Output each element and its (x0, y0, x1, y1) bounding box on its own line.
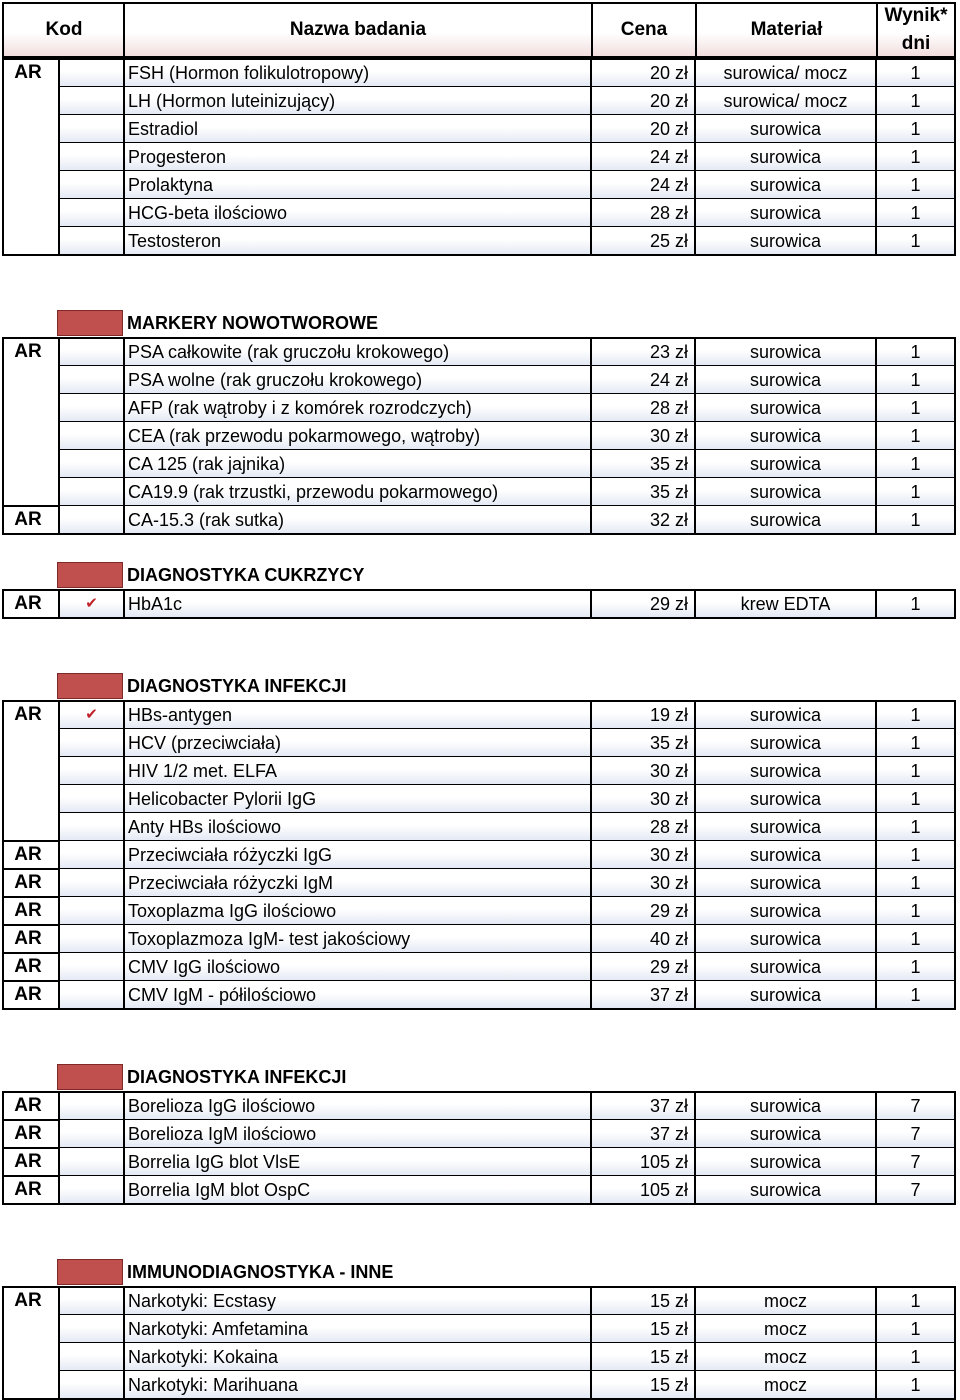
test-name: CEA (rak przewodu pokarmowego, wątroby) (125, 421, 592, 449)
result-days: 1 (877, 365, 956, 393)
check-mark-icon (58, 728, 125, 756)
code-label: AR (14, 341, 42, 362)
section-marker (57, 310, 123, 336)
table-row (58, 421, 956, 449)
result-days: 1 (877, 505, 956, 533)
check-mark-icon (58, 868, 125, 896)
test-material: surowica (696, 1091, 877, 1119)
check-mark-icon (58, 756, 125, 784)
check-mark-icon (58, 980, 125, 1008)
test-name: Przeciwciała różyczki IgG (125, 840, 592, 868)
table-row (58, 1370, 956, 1398)
test-material: surowica (696, 393, 877, 421)
table-row (58, 1286, 956, 1314)
check-mark-icon (58, 1119, 125, 1147)
table-row (58, 924, 956, 952)
result-days: 7 (877, 1147, 956, 1175)
test-material: surowica (696, 226, 877, 254)
test-name: HIV 1/2 met. ELFA (125, 756, 592, 784)
table-row (58, 840, 956, 868)
result-days: 7 (877, 1091, 956, 1119)
test-name: CA19.9 (rak trzustki, przewodu pokarmowego) (125, 477, 592, 505)
section-marker (57, 1064, 123, 1090)
test-price: 30 zł (592, 868, 696, 896)
test-price: 24 zł (592, 170, 696, 198)
section-top-border (2, 700, 956, 702)
test-material: surowica (696, 1119, 877, 1147)
test-name: Toxoplazma IgG ilościowo (125, 896, 592, 924)
test-name: Borrelia IgM blot OspC (125, 1175, 592, 1203)
section-top-border (2, 589, 956, 591)
table-row (58, 393, 956, 421)
check-mark-icon (58, 393, 125, 421)
test-name: Estradiol (125, 114, 592, 142)
test-name: Testosteron (125, 226, 592, 254)
test-name: CMV IgM - półilościowo (125, 980, 592, 1008)
check-mark-icon (58, 337, 125, 365)
test-price: 15 zł (592, 1370, 696, 1398)
code-label: AR (14, 62, 42, 83)
code-separator (2, 505, 58, 507)
section-title: IMMUNODIAGNOSTYKA - INNE (127, 1262, 394, 1282)
test-material: surowica (696, 812, 877, 840)
check-mark-icon (58, 505, 125, 533)
col-header-wynik (878, 4, 954, 56)
check-mark-icon (58, 952, 125, 980)
col-header-kod: Kod (4, 4, 124, 56)
code-separator (2, 1175, 58, 1177)
test-material: surowica (696, 1175, 877, 1203)
check-mark-icon (58, 1175, 125, 1203)
check-mark-icon (58, 924, 125, 952)
result-days: 1 (877, 477, 956, 505)
section-bottom-border (2, 1203, 956, 1205)
test-price: 15 zł (592, 1342, 696, 1370)
test-name: HBs-antygen (125, 700, 592, 728)
result-days: 7 (877, 1119, 956, 1147)
result-days: 1 (877, 337, 956, 365)
test-name: CA 125 (rak jajnika) (125, 449, 592, 477)
test-name: Narkotyki: Marihuana (125, 1370, 592, 1398)
result-days: 1 (877, 170, 956, 198)
test-name: Helicobacter Pylorii IgG (125, 784, 592, 812)
table-row (58, 226, 956, 254)
table-row (58, 449, 956, 477)
section-title: DIAGNOSTYKA INFEKCJI (127, 1067, 347, 1087)
test-name: AFP (rak wątroby i z komórek rozrodczych) (125, 393, 592, 421)
test-price: 35 zł (592, 477, 696, 505)
test-price: 105 zł (592, 1147, 696, 1175)
test-price: 20 zł (592, 58, 696, 86)
test-material: surowica (696, 952, 877, 980)
result-days: 1 (877, 868, 956, 896)
test-price: 19 zł (592, 700, 696, 728)
result-days: 1 (877, 812, 956, 840)
code-separator (2, 896, 58, 898)
check-mark-icon (58, 449, 125, 477)
check-mark-icon (58, 226, 125, 254)
result-days: 1 (877, 589, 956, 617)
test-price: 24 zł (592, 365, 696, 393)
check-mark-icon (58, 896, 125, 924)
code-separator (2, 840, 58, 842)
table-row (58, 477, 956, 505)
test-name: LH (Hormon luteinizujący) (125, 86, 592, 114)
test-material: surowica (696, 840, 877, 868)
table-row (58, 589, 956, 617)
col-header-wynik-line2: dni (901, 33, 931, 54)
code-separator (2, 868, 58, 870)
test-name: FSH (Hormon folikulotropowy) (125, 58, 592, 86)
test-price: 30 zł (592, 756, 696, 784)
test-material: surowica (696, 505, 877, 533)
table-row (58, 365, 956, 393)
test-name: PSA całkowite (rak gruczołu krokowego) (125, 337, 592, 365)
test-material: surowica (696, 756, 877, 784)
result-days: 1 (877, 784, 956, 812)
test-material: surowica (696, 421, 877, 449)
test-price: 25 zł (592, 226, 696, 254)
result-days: 1 (877, 198, 956, 226)
test-price: 28 zł (592, 198, 696, 226)
test-material: surowica (696, 170, 877, 198)
section-bottom-border (2, 617, 956, 619)
test-price: 37 zł (592, 1091, 696, 1119)
test-material: surowica (696, 477, 877, 505)
check-mark-icon: ✔ (58, 700, 125, 728)
test-material: mocz (696, 1314, 877, 1342)
result-days: 1 (877, 86, 956, 114)
check-mark-icon (58, 142, 125, 170)
test-material: surowica/ mocz (696, 86, 877, 114)
test-material: surowica (696, 896, 877, 924)
check-mark-icon (58, 58, 125, 86)
code-label: AR (14, 1095, 42, 1116)
check-mark-icon (58, 170, 125, 198)
table-row (58, 198, 956, 226)
result-days: 1 (877, 840, 956, 868)
test-material: surowica (696, 728, 877, 756)
test-name: HbA1c (125, 589, 592, 617)
code-label: AR (14, 872, 42, 893)
section-marker (57, 1259, 123, 1285)
test-name: Progesteron (125, 142, 592, 170)
test-material: surowica (696, 868, 877, 896)
test-material: surowica (696, 924, 877, 952)
section-marker (57, 673, 123, 699)
test-price: 20 zł (592, 86, 696, 114)
test-name: CMV IgG ilościowo (125, 952, 592, 980)
table-row (58, 1091, 956, 1119)
test-material: surowica (696, 980, 877, 1008)
code-separator (2, 1147, 58, 1149)
test-name: Prolaktyna (125, 170, 592, 198)
check-mark-icon (58, 812, 125, 840)
test-material: surowica (696, 784, 877, 812)
table-row (58, 728, 956, 756)
result-days: 1 (877, 728, 956, 756)
check-mark-icon (58, 1286, 125, 1314)
result-days: 1 (877, 1314, 956, 1342)
test-material: mocz (696, 1286, 877, 1314)
test-material: mocz (696, 1370, 877, 1398)
test-price: 15 zł (592, 1314, 696, 1342)
test-name: Przeciwciała różyczki IgM (125, 868, 592, 896)
result-days: 1 (877, 449, 956, 477)
table-row (58, 337, 956, 365)
table-row (58, 896, 956, 924)
result-days: 7 (877, 1175, 956, 1203)
test-price: 30 zł (592, 784, 696, 812)
table-row (58, 86, 956, 114)
col-header-wynik-line1: Wynik* (884, 5, 948, 26)
test-name: Borrelia IgG blot VlsE (125, 1147, 592, 1175)
result-days: 1 (877, 1286, 956, 1314)
code-separator (2, 952, 58, 954)
result-days: 1 (877, 756, 956, 784)
test-price: 24 zł (592, 142, 696, 170)
test-name: Narkotyki: Amfetamina (125, 1314, 592, 1342)
check-mark-icon (58, 840, 125, 868)
code-label: AR (14, 593, 42, 614)
test-price: 40 zł (592, 924, 696, 952)
code-label: AR (14, 844, 42, 865)
check-mark-icon (58, 365, 125, 393)
col-header-cena: Cena (593, 4, 695, 56)
code-label: AR (14, 956, 42, 977)
section-top-border (2, 1286, 956, 1288)
test-price: 28 zł (592, 393, 696, 421)
test-material: surowica (696, 337, 877, 365)
section-top-border (2, 58, 956, 60)
section-bottom-border (2, 1008, 956, 1010)
check-mark-icon (58, 784, 125, 812)
table-row (58, 114, 956, 142)
check-mark-icon: ✔ (58, 589, 125, 617)
table-row (58, 58, 956, 86)
section-bottom-border (2, 254, 956, 256)
check-mark-icon (58, 1147, 125, 1175)
test-name: PSA wolne (rak gruczołu krokowego) (125, 365, 592, 393)
check-mark-icon (58, 114, 125, 142)
test-name: Narkotyki: Ecstasy (125, 1286, 592, 1314)
table-row (58, 812, 956, 840)
code-label: AR (14, 704, 42, 725)
result-days: 1 (877, 980, 956, 1008)
table-row (58, 1119, 956, 1147)
result-days: 1 (877, 226, 956, 254)
section-bottom-border (2, 533, 956, 535)
result-days: 1 (877, 952, 956, 980)
code-label: AR (14, 1290, 42, 1311)
code-label: AR (14, 984, 42, 1005)
section-marker (57, 562, 123, 588)
code-label: AR (14, 509, 42, 530)
code-separator (2, 980, 58, 982)
test-price: 28 zł (592, 812, 696, 840)
test-price: 29 zł (592, 952, 696, 980)
test-name: CA-15.3 (rak sutka) (125, 505, 592, 533)
test-price: 29 zł (592, 896, 696, 924)
test-price: 20 zł (592, 114, 696, 142)
test-material: surowica (696, 1147, 877, 1175)
test-material: surowica (696, 449, 877, 477)
col-header-nazwa: Nazwa badania (125, 4, 591, 56)
test-name: Toxoplazmoza IgM- test jakościowy (125, 924, 592, 952)
test-price: 32 zł (592, 505, 696, 533)
code-label: AR (14, 1123, 42, 1144)
result-days: 1 (877, 700, 956, 728)
code-label: AR (14, 1179, 42, 1200)
table-row (58, 170, 956, 198)
test-name: Narkotyki: Kokaina (125, 1342, 592, 1370)
table-row (58, 952, 956, 980)
code-label: AR (14, 900, 42, 921)
table-row (58, 700, 956, 728)
table-row (58, 1147, 956, 1175)
test-name: HCG-beta ilościowo (125, 198, 592, 226)
test-material: surowica (696, 114, 877, 142)
section-top-border (2, 1091, 956, 1093)
result-days: 1 (877, 142, 956, 170)
table-row (58, 868, 956, 896)
test-price: 105 zł (592, 1175, 696, 1203)
check-mark-icon (58, 86, 125, 114)
code-label: AR (14, 928, 42, 949)
test-price: 29 zł (592, 589, 696, 617)
result-days: 1 (877, 1370, 956, 1398)
section-title: MARKERY NOWOTWOROWE (127, 313, 378, 333)
table-row (58, 980, 956, 1008)
section-title: DIAGNOSTYKA INFEKCJI (127, 676, 347, 696)
result-days: 1 (877, 393, 956, 421)
result-days: 1 (877, 896, 956, 924)
table-row (58, 756, 956, 784)
test-price: 37 zł (592, 1119, 696, 1147)
result-days: 1 (877, 58, 956, 86)
check-mark-icon (58, 1314, 125, 1342)
test-price: 23 zł (592, 337, 696, 365)
table-row (58, 1314, 956, 1342)
test-material: surowica (696, 700, 877, 728)
check-mark-icon (58, 477, 125, 505)
code-label: AR (14, 1151, 42, 1172)
table-row (58, 142, 956, 170)
col-header-material: Materiał (697, 4, 876, 56)
check-mark-icon (58, 421, 125, 449)
test-price: 15 zł (592, 1286, 696, 1314)
test-name: Anty HBs ilościowo (125, 812, 592, 840)
check-mark-icon (58, 1342, 125, 1370)
section-top-border (2, 337, 956, 339)
test-price: 37 zł (592, 980, 696, 1008)
code-separator (2, 924, 58, 926)
test-price: 30 zł (592, 421, 696, 449)
test-material: krew EDTA (696, 589, 877, 617)
check-mark-icon (58, 1370, 125, 1398)
check-mark-icon (58, 198, 125, 226)
test-name: HCV (przeciwciała) (125, 728, 592, 756)
table-header (2, 2, 956, 58)
test-name: Borelioza IgM ilościowo (125, 1119, 592, 1147)
test-material: surowica (696, 142, 877, 170)
result-days: 1 (877, 421, 956, 449)
test-name: Borelioza IgG ilościowo (125, 1091, 592, 1119)
result-days: 1 (877, 924, 956, 952)
test-price: 30 zł (592, 840, 696, 868)
result-days: 1 (877, 114, 956, 142)
result-days: 1 (877, 1342, 956, 1370)
table-row (58, 1175, 956, 1203)
section-title: DIAGNOSTYKA CUKRZYCY (127, 565, 365, 585)
test-price: 35 zł (592, 449, 696, 477)
test-material: surowica (696, 198, 877, 226)
table-row (58, 505, 956, 533)
test-material: mocz (696, 1342, 877, 1370)
check-mark-icon (58, 1091, 125, 1119)
test-price: 35 zł (592, 728, 696, 756)
table-row (58, 1342, 956, 1370)
table-row (58, 784, 956, 812)
code-separator (2, 1119, 58, 1121)
test-material: surowica (696, 365, 877, 393)
test-material: surowica/ mocz (696, 58, 877, 86)
code-column (2, 58, 58, 256)
